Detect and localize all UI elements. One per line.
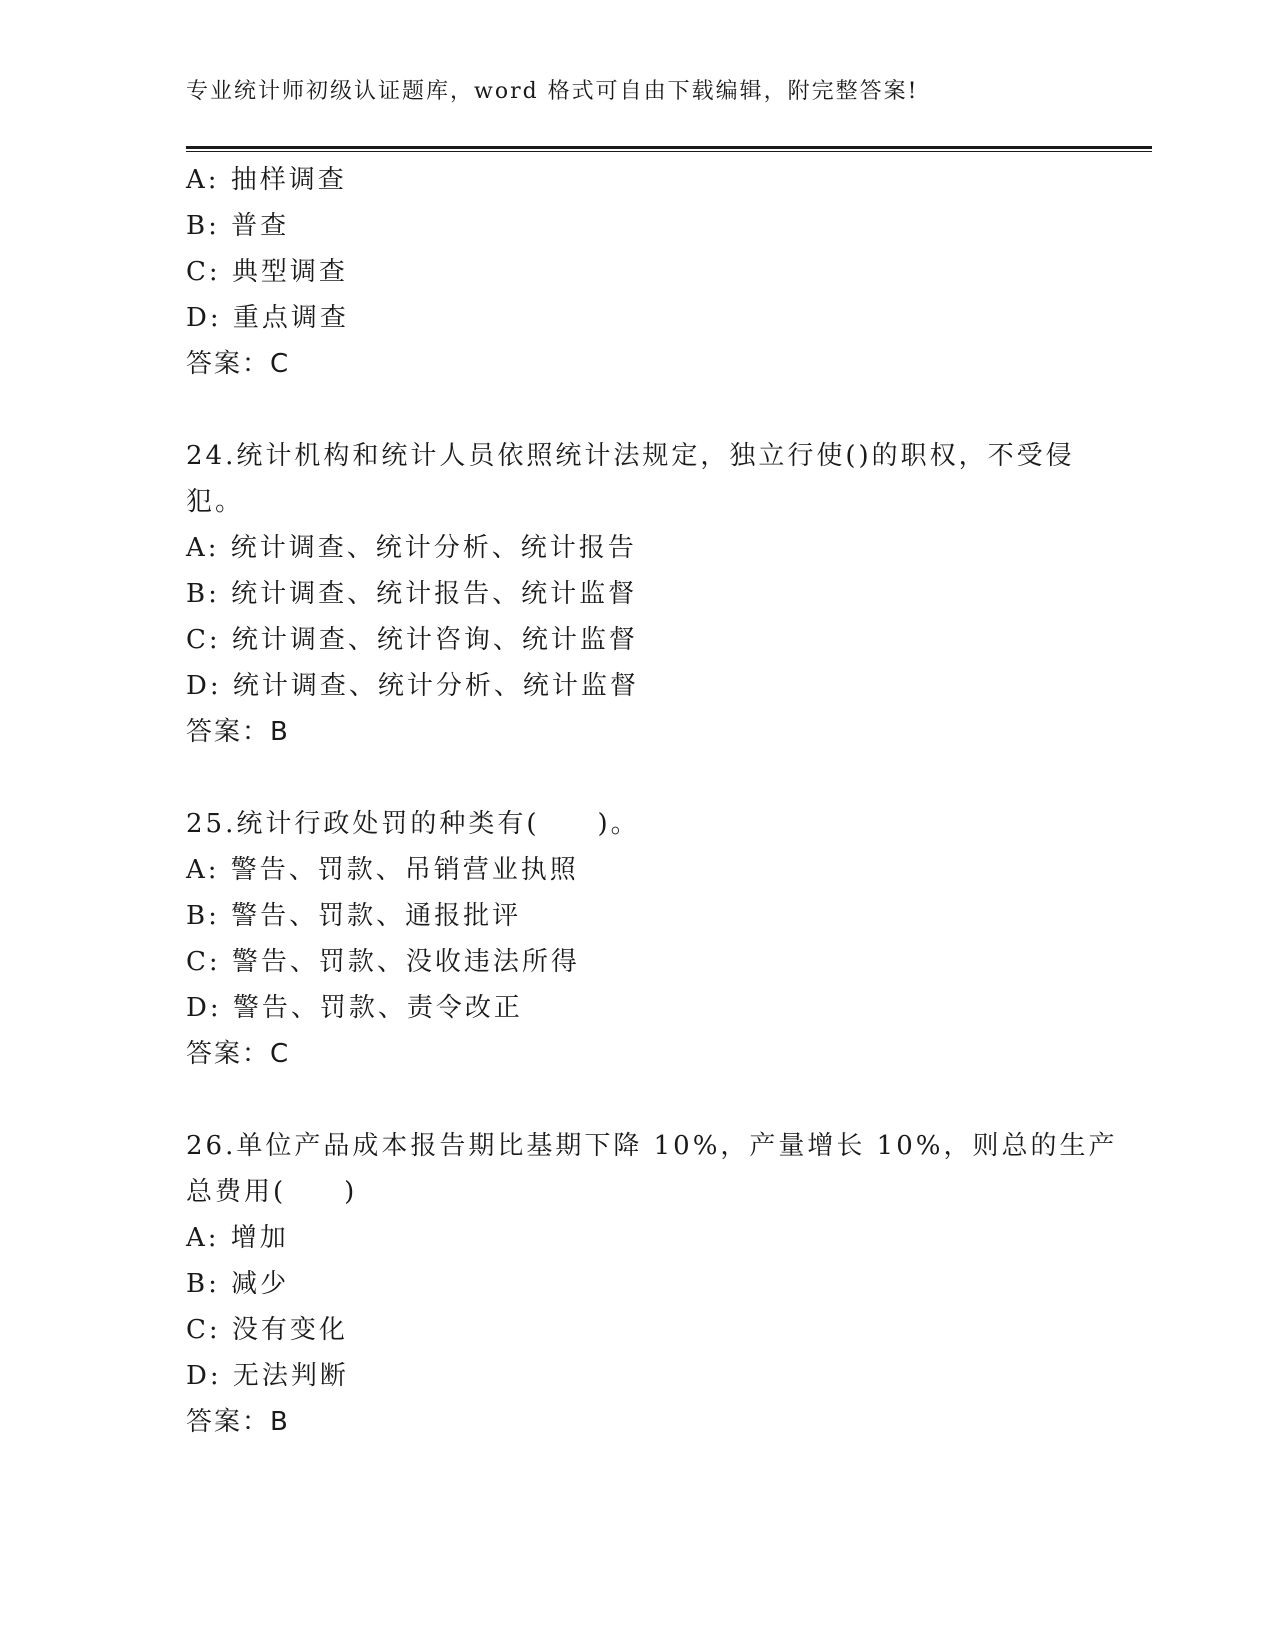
question-26: [186, 1123, 1118, 1445]
header-rule-thick: [186, 146, 1152, 149]
q24-option-d: D: 统计调查、统计分析、统计监督: [186, 671, 639, 701]
q26-option-b: B: 减少: [186, 1269, 290, 1299]
q25-option-b: B: 警告、罚款、通报批评: [186, 901, 522, 931]
spacer: [186, 755, 1086, 801]
q24-stem-line-2: 犯。: [186, 487, 245, 517]
q25-option-a: A: 警告、罚款、吊销营业执照: [186, 855, 579, 885]
q26-option-d: D: 无法判断: [186, 1361, 349, 1391]
question-25: [186, 801, 1086, 1077]
question-list: [186, 157, 1118, 1445]
q26-stem-line-1: 26.单位产品成本报告期比基期下降 10%，产量增长 10%，则总的生产: [186, 1131, 1118, 1161]
q26-stem-line-2: 总费用( ): [186, 1177, 358, 1207]
q24-option-a: A: 统计调查、统计分析、统计报告: [186, 533, 637, 563]
q23-option-c: C: 典型调查: [186, 257, 348, 287]
q23-option-b: B: 普查: [186, 211, 290, 241]
q25-answer: 答案：C: [186, 1039, 291, 1069]
q26-option-a: A: 增加: [186, 1223, 289, 1253]
q23-answer: 答案：C: [186, 349, 291, 379]
q26-option-c: C: 没有变化: [186, 1315, 348, 1345]
q24-option-b: B: 统计调查、统计报告、统计监督: [186, 579, 638, 609]
q23-option-d: D: 重点调查: [186, 303, 349, 333]
spacer: [186, 387, 1086, 433]
q24-option-c: C: 统计调查、统计咨询、统计监督: [186, 625, 638, 655]
q23-option-a: A: 抽样调查: [186, 165, 347, 195]
q26-answer: 答案：B: [186, 1407, 290, 1437]
q25-option-c: C: 警告、罚款、没收违法所得: [186, 947, 580, 977]
q25-option-d: D: 警告、罚款、责令改正: [186, 993, 523, 1023]
spacer: [186, 1077, 1086, 1123]
q25-stem-line-1: 25.统计行政处罚的种类有( )。: [186, 809, 640, 839]
question-24: [186, 433, 1086, 755]
question-23: [186, 157, 1086, 387]
q24-answer: 答案：B: [186, 717, 290, 747]
header-rule-thin: [186, 151, 1152, 152]
q24-stem-line-1: 24.统计机构和统计人员依照统计法规定，独立行使()的职权，不受侵: [186, 441, 1075, 471]
page-header: 专业统计师初级认证题库，word 格式可自由下载编辑，附完整答案!: [186, 79, 919, 104]
